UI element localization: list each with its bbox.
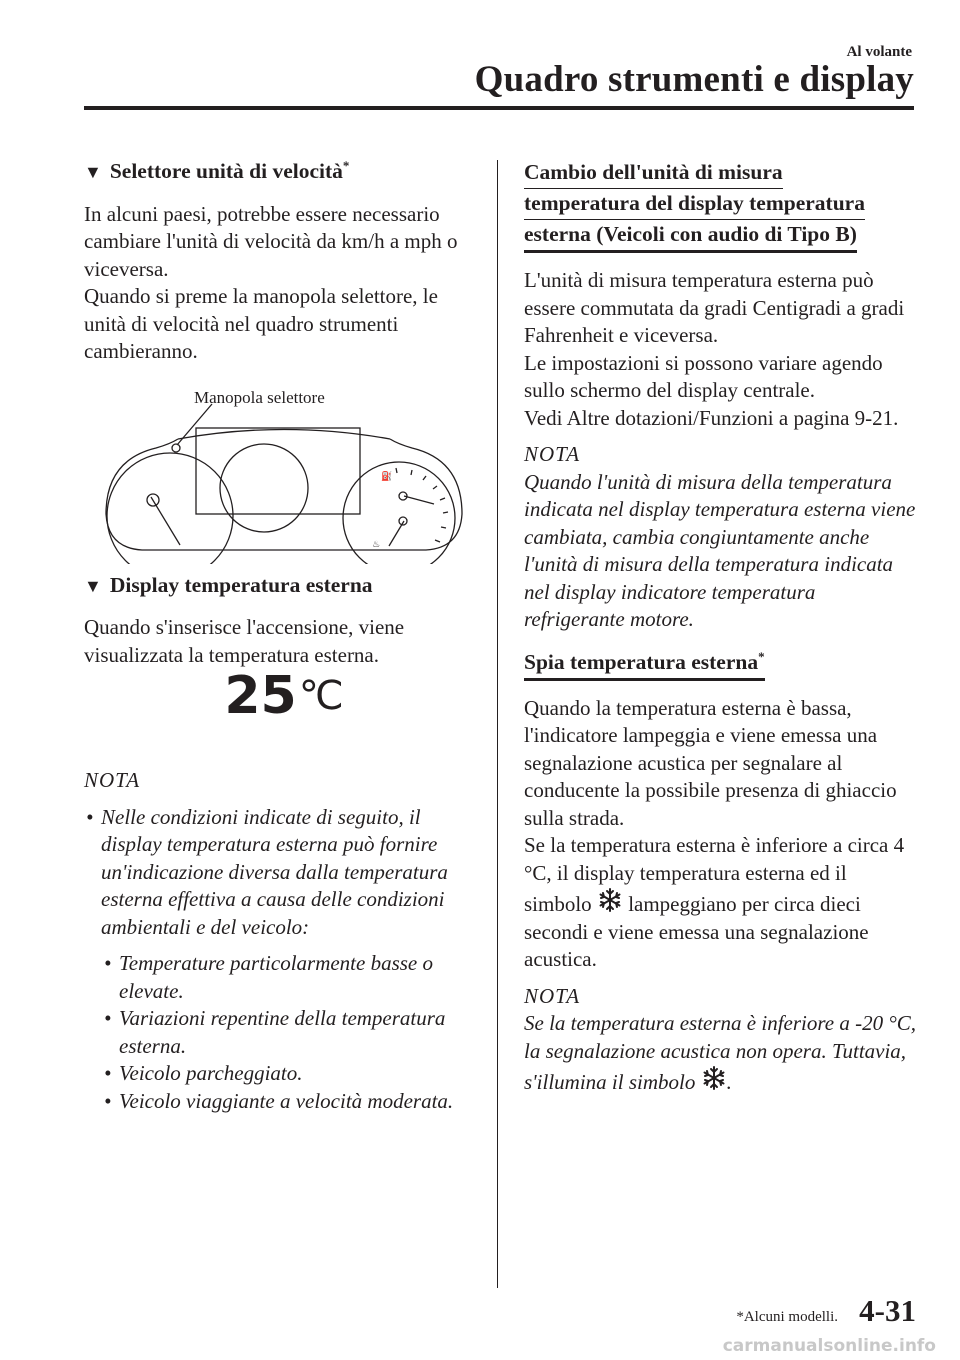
warning-text-1: Quando la temperatura esterna è bassa, l'indicatore lampeggia e viene emessa una segnalazione acustica per segnalare al conducente la possibile presenza di ghiaccio sulla strada. — [524, 695, 897, 830]
svg-text:⛽: ⛽ — [381, 471, 393, 482]
nota-label: NOTA — [524, 983, 581, 1008]
outside-temp-text: Quando s'inserisce l'accensione, viene visualizzata la temperatura esterna. — [84, 615, 405, 667]
figure-callout-label: Manopola selettore — [194, 387, 325, 407]
header-section: Al volante — [846, 44, 912, 60]
temperature-value: 25 — [224, 666, 297, 726]
header-rule — [84, 106, 914, 110]
page-title: Quadro strumenti e display — [474, 59, 914, 100]
bullet-dot: • — [104, 1061, 112, 1085]
watermark: carmanualsonline.info — [722, 1336, 936, 1356]
outside-temp-heading: ▼ Display temperatura esterna — [84, 572, 484, 601]
sub-bullet: • Variazioni repentine della temperatura esterna. — [104, 1006, 446, 1058]
triangle-down-icon: ▼ — [84, 575, 102, 596]
left-column — [84, 158, 484, 1115]
nota-text: Quando l'unità di misura della temperatura indicata nel display temperatura esterna viene cambiata, cambia congiuntamente anche l'unità di misura della temperatura indicata nel display indicatore temperatura refrigerante motore. — [524, 469, 916, 631]
snowflake-icon — [701, 1065, 727, 1091]
sub-bullet: • Veicolo parcheggiato. — [84, 1060, 484, 1088]
unit-change-heading: Cambio dell'unità di misura temperatura del display temperatura esterna (Veicoli con audio di Tipo B) — [524, 158, 919, 253]
instrument-cluster-figure — [84, 376, 484, 564]
speed-unit-text-1: In alcuni paesi, potrebbe essere necessario cambiare l'unità di velocità da km/h a mph o viceversa. — [84, 201, 458, 281]
nota-text: Se la temperatura esterna è inferiore a -20 °C, la segnalazione acustica non opera. Tuttavia, s'illumina il simbolo . — [524, 1011, 916, 1094]
page-number: 4-31 — [859, 1293, 916, 1328]
nota-label: NOTA — [524, 442, 581, 466]
warning-light-heading: Spia temperatura esterna* — [524, 648, 919, 681]
bullet-dot: • — [86, 804, 94, 829]
bullet-dot: • — [104, 1088, 112, 1113]
bullet-dot: • — [104, 1006, 112, 1030]
right-column — [524, 158, 919, 1097]
speed-unit-text-2: Quando si preme la manopola selettore, le unità di velocità nel quadro strumenti cambieranno. — [84, 284, 438, 363]
asterisk-marker: * — [342, 157, 350, 173]
snowflake-icon — [597, 887, 623, 913]
sub-bullet: • Temperature particolarmente basse o elevate. — [104, 951, 434, 1003]
column-divider — [497, 160, 498, 1288]
svg-text:♨: ♨ — [372, 539, 381, 550]
unit-change-text-2: Le impostazioni si possono variare agendo sullo schermo del display centrale. — [524, 350, 883, 402]
nota-label: NOTA — [84, 768, 141, 792]
speed-unit-heading: ▼ Selettore unità di velocità* — [84, 158, 484, 187]
unit-change-text-3: Vedi Altre dotazioni/Funzioni a pagina 9-21. — [524, 405, 899, 430]
temperature-unit: ℃ — [298, 673, 344, 719]
asterisk-marker: * — [758, 648, 765, 664]
unit-change-text-1: L'unità di misura temperatura esterna può essere commutata da gradi Centigradi a gradi Fahrenheit e viceversa. — [524, 268, 905, 347]
temperature-display-example — [84, 666, 484, 761]
triangle-down-icon: ▼ — [84, 162, 102, 182]
sub-bullet: • Veicolo viaggiante a velocità moderata. — [84, 1088, 484, 1116]
bullet-dot: • — [104, 951, 112, 975]
warning-text-2: Se la temperatura esterna è inferiore a circa 4 °C, il display temperatura esterna ed il simbolo lampeggiano per circa dieci secondi e viene emessa una segnalazione acustica. — [524, 833, 905, 971]
footnote: *Alcuni modelli. — [736, 1309, 838, 1325]
nota-bullet: • Nelle condizioni indicate di seguito, il display temperatura esterna può fornire un'indicazione diversa dalla temperatura esterna effettiva a causa delle condizioni ambientali e del veicolo: — [86, 804, 448, 939]
